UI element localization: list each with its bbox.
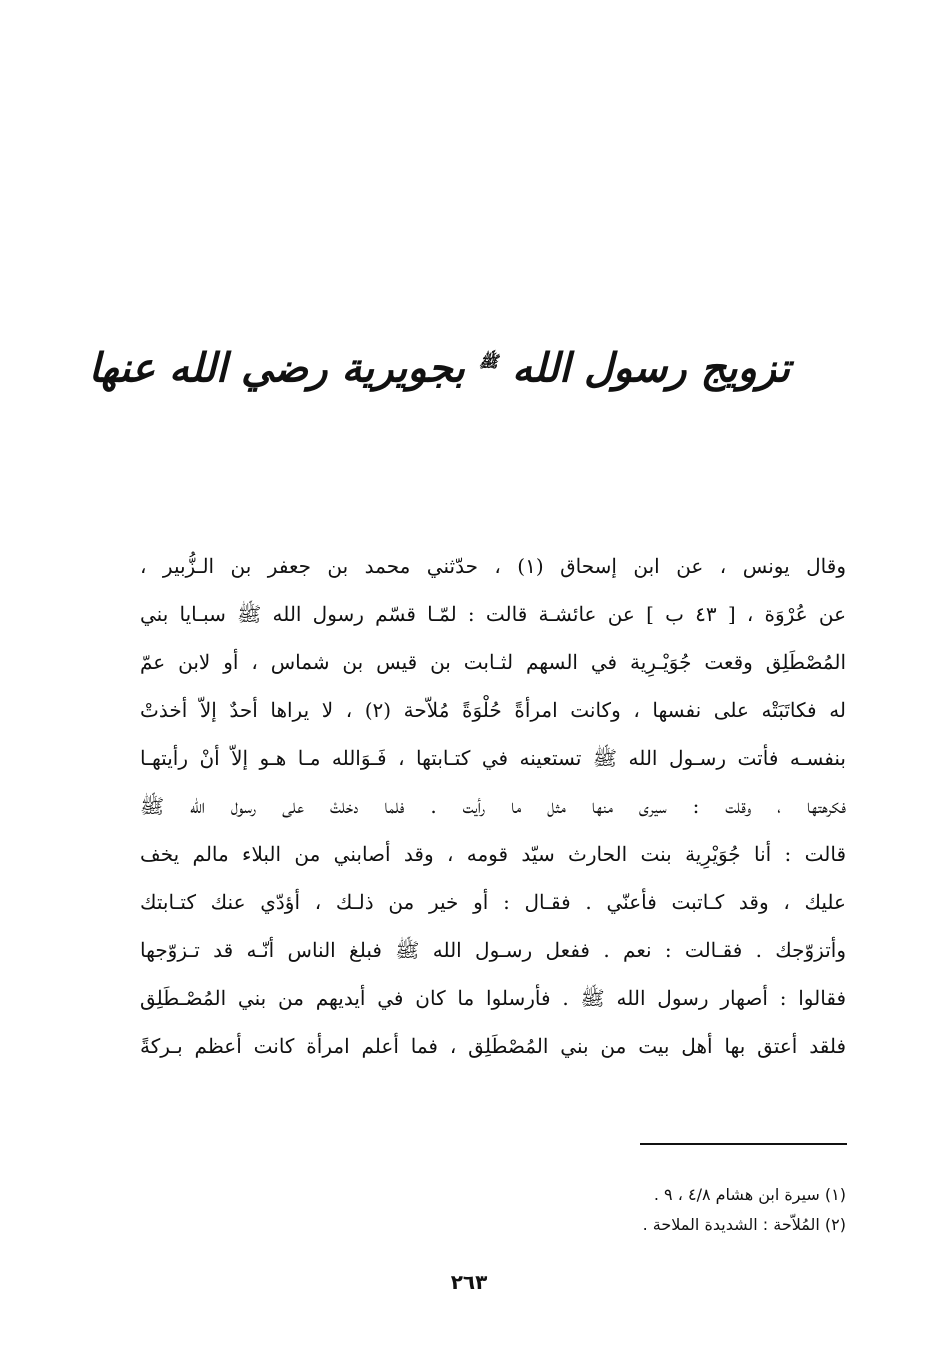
body-text <box>140 542 846 1070</box>
body-line: عن عُرْوَة ، [ ٤٣ ب ] عن عائشـة قالت : لمّـا قسّم رسول الله ﷺ سبـايا بني <box>140 602 846 626</box>
chapter-title-suffix: بجويرية رضي الله عنها <box>88 344 465 392</box>
salawat-ligature: ﷺ <box>478 352 499 371</box>
body-line: عليك ، وقد كـاتبت فأعنّي . فقـال : أو خير من ذلـك ، أؤدّي عنك كتـابتك <box>140 890 846 914</box>
body-line: قالت : أنا جُوَيْرِية بنت الحارث سيّد قومه ، وقد أصابني من البلاء مالم يخف <box>140 842 846 866</box>
body-line: له فكاتَبَتْه على نفسها ، وكانت امرأةً حُلْوَةً مُلاّحة (٢) ، لا يراها أحدٌ إلاّ أخذتْ <box>140 698 846 722</box>
body-line: المُصْطَلِق وقعت جُوَيْـرِية في السهم لثـابت بن قيس بن شماس ، أو لابن عمّ <box>140 650 846 674</box>
body-line: وأتزوّجك . فقـالت : نعم . ففعل رسـول الله ﷺ فبلغ الناس أنّـه قد تـزوّجها <box>140 938 846 962</box>
footnote-2: (٢) المُلاّحة : الشديدة الملاحة . <box>642 1215 846 1234</box>
body-line: فكرهتها ، وقلت : سيرى منها مثل ما رأيت . فلما دخلتْ على رسول الله ﷺ <box>140 794 846 818</box>
footnote-1: (١) سيرة ابن هشام ٤/٨ ، ٩ . <box>653 1185 846 1204</box>
body-line: فقالوا : أصهار رسول الله ﷺ . فأرسلوا ما كان في أيديهم من بني المُصْـطَلِق <box>140 986 846 1010</box>
footnote-separator <box>640 1143 847 1145</box>
body-line: بنفسـه فأتت رسـول الله ﷺ تستعينه في كتـابتها ، فَـوَالله مـا هـو إلاّ أنْ رأيتهـا <box>140 746 846 770</box>
body-line: وقال يونس ، عن ابن إسحاق (١) ، حدّثني محمد بن جعفر بن الـزُّبير ، <box>140 554 846 578</box>
chapter-title <box>88 322 790 408</box>
footnotes <box>300 1180 846 1240</box>
chapter-title-prefix: تزويج رسول الله <box>512 344 790 392</box>
body-line: فلقد أعتق بها أهل بيت من بني المُصْطَلِق ، فما أعلم امرأة كانت أعظم بـركةً <box>140 1034 846 1058</box>
page-number: ٢٦٣ <box>450 1270 488 1294</box>
